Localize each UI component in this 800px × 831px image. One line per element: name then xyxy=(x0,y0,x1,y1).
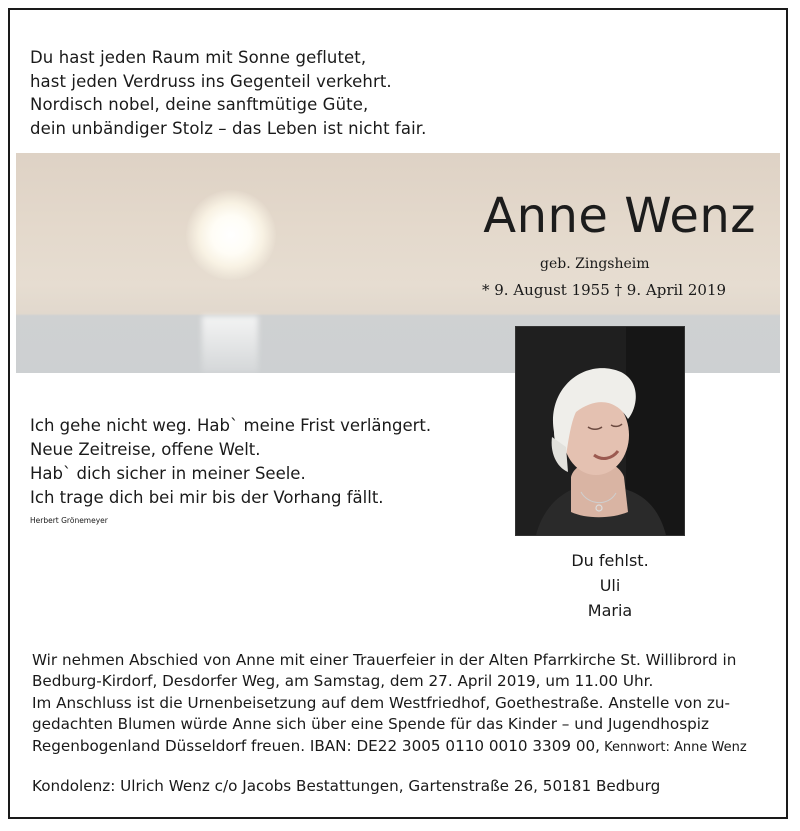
sun-image xyxy=(186,190,276,280)
info-line: Bedburg-Kirdorf, Desdorfer Weg, am Samstag, dem 27. April 2019, um 11.00 Uhr. xyxy=(32,672,654,691)
farewell-line: Du fehlst. xyxy=(571,551,649,570)
poem-line: Nordisch nobel, deine sanftmütige Güte, xyxy=(30,95,369,114)
info-line: Wir nehmen Abschied von Anne mit einer Trauerfeier in der Alten Pfarrkirche St. Willibrord in xyxy=(32,651,737,669)
life-dates: * 9. August 1955 † 9. April 2019 xyxy=(482,281,727,299)
poem-line: Neue Zeitreise, offene Welt. xyxy=(30,440,261,459)
mourner-name: Maria xyxy=(587,601,633,620)
deceased-name: Anne Wenz xyxy=(483,188,756,244)
poem-author: Herbert Grönemeyer xyxy=(30,516,108,525)
poem-line: dein unbändiger Stolz – das Leben ist nicht fair. xyxy=(30,118,427,138)
mourner-name: Uli xyxy=(599,576,621,595)
condolence-address: Kondolenz: Ulrich Wenz c/o Jacobs Bestattungen, Gartenstraße 26, 50181 Bedburg xyxy=(32,777,661,795)
portrait-illustration xyxy=(516,327,684,535)
poem-line: Ich gehe nicht weg. Hab` meine Frist verlängert. xyxy=(30,416,432,435)
donation-info: Regenbogenland Düsseldorf freuen. IBAN: DE22 3005 0110 0010 3309 00, xyxy=(32,736,601,755)
birth-name: geb. Zingsheim xyxy=(540,256,650,272)
portrait-photo xyxy=(515,326,685,536)
poem-line: hast jeden Verdruss ins Gegenteil verkehrt. xyxy=(30,71,392,91)
opening-poem xyxy=(30,46,427,140)
info-line: gedachten Blumen würde Anne sich über eine Spende für das Kinder – und Jugendhospiz xyxy=(32,715,709,734)
sun-reflection-image xyxy=(202,316,258,373)
donation-keyword: Kennwort: Anne Wenz xyxy=(600,739,747,755)
service-information xyxy=(32,650,747,758)
poem-line: Ich trage dich bei mir bis der Vorhang fällt. xyxy=(30,488,384,507)
poem-line: Du hast jeden Raum mit Sonne geflutet, xyxy=(30,48,367,67)
closing-poem xyxy=(30,414,431,510)
info-line xyxy=(32,736,747,758)
info-line: Im Anschluss ist die Urnenbeisetzung auf dem Westfriedhof, Goethestraße. Anstelle von zu- xyxy=(32,693,730,712)
poem-line: Hab` dich sicher in meiner Seele. xyxy=(30,464,306,483)
